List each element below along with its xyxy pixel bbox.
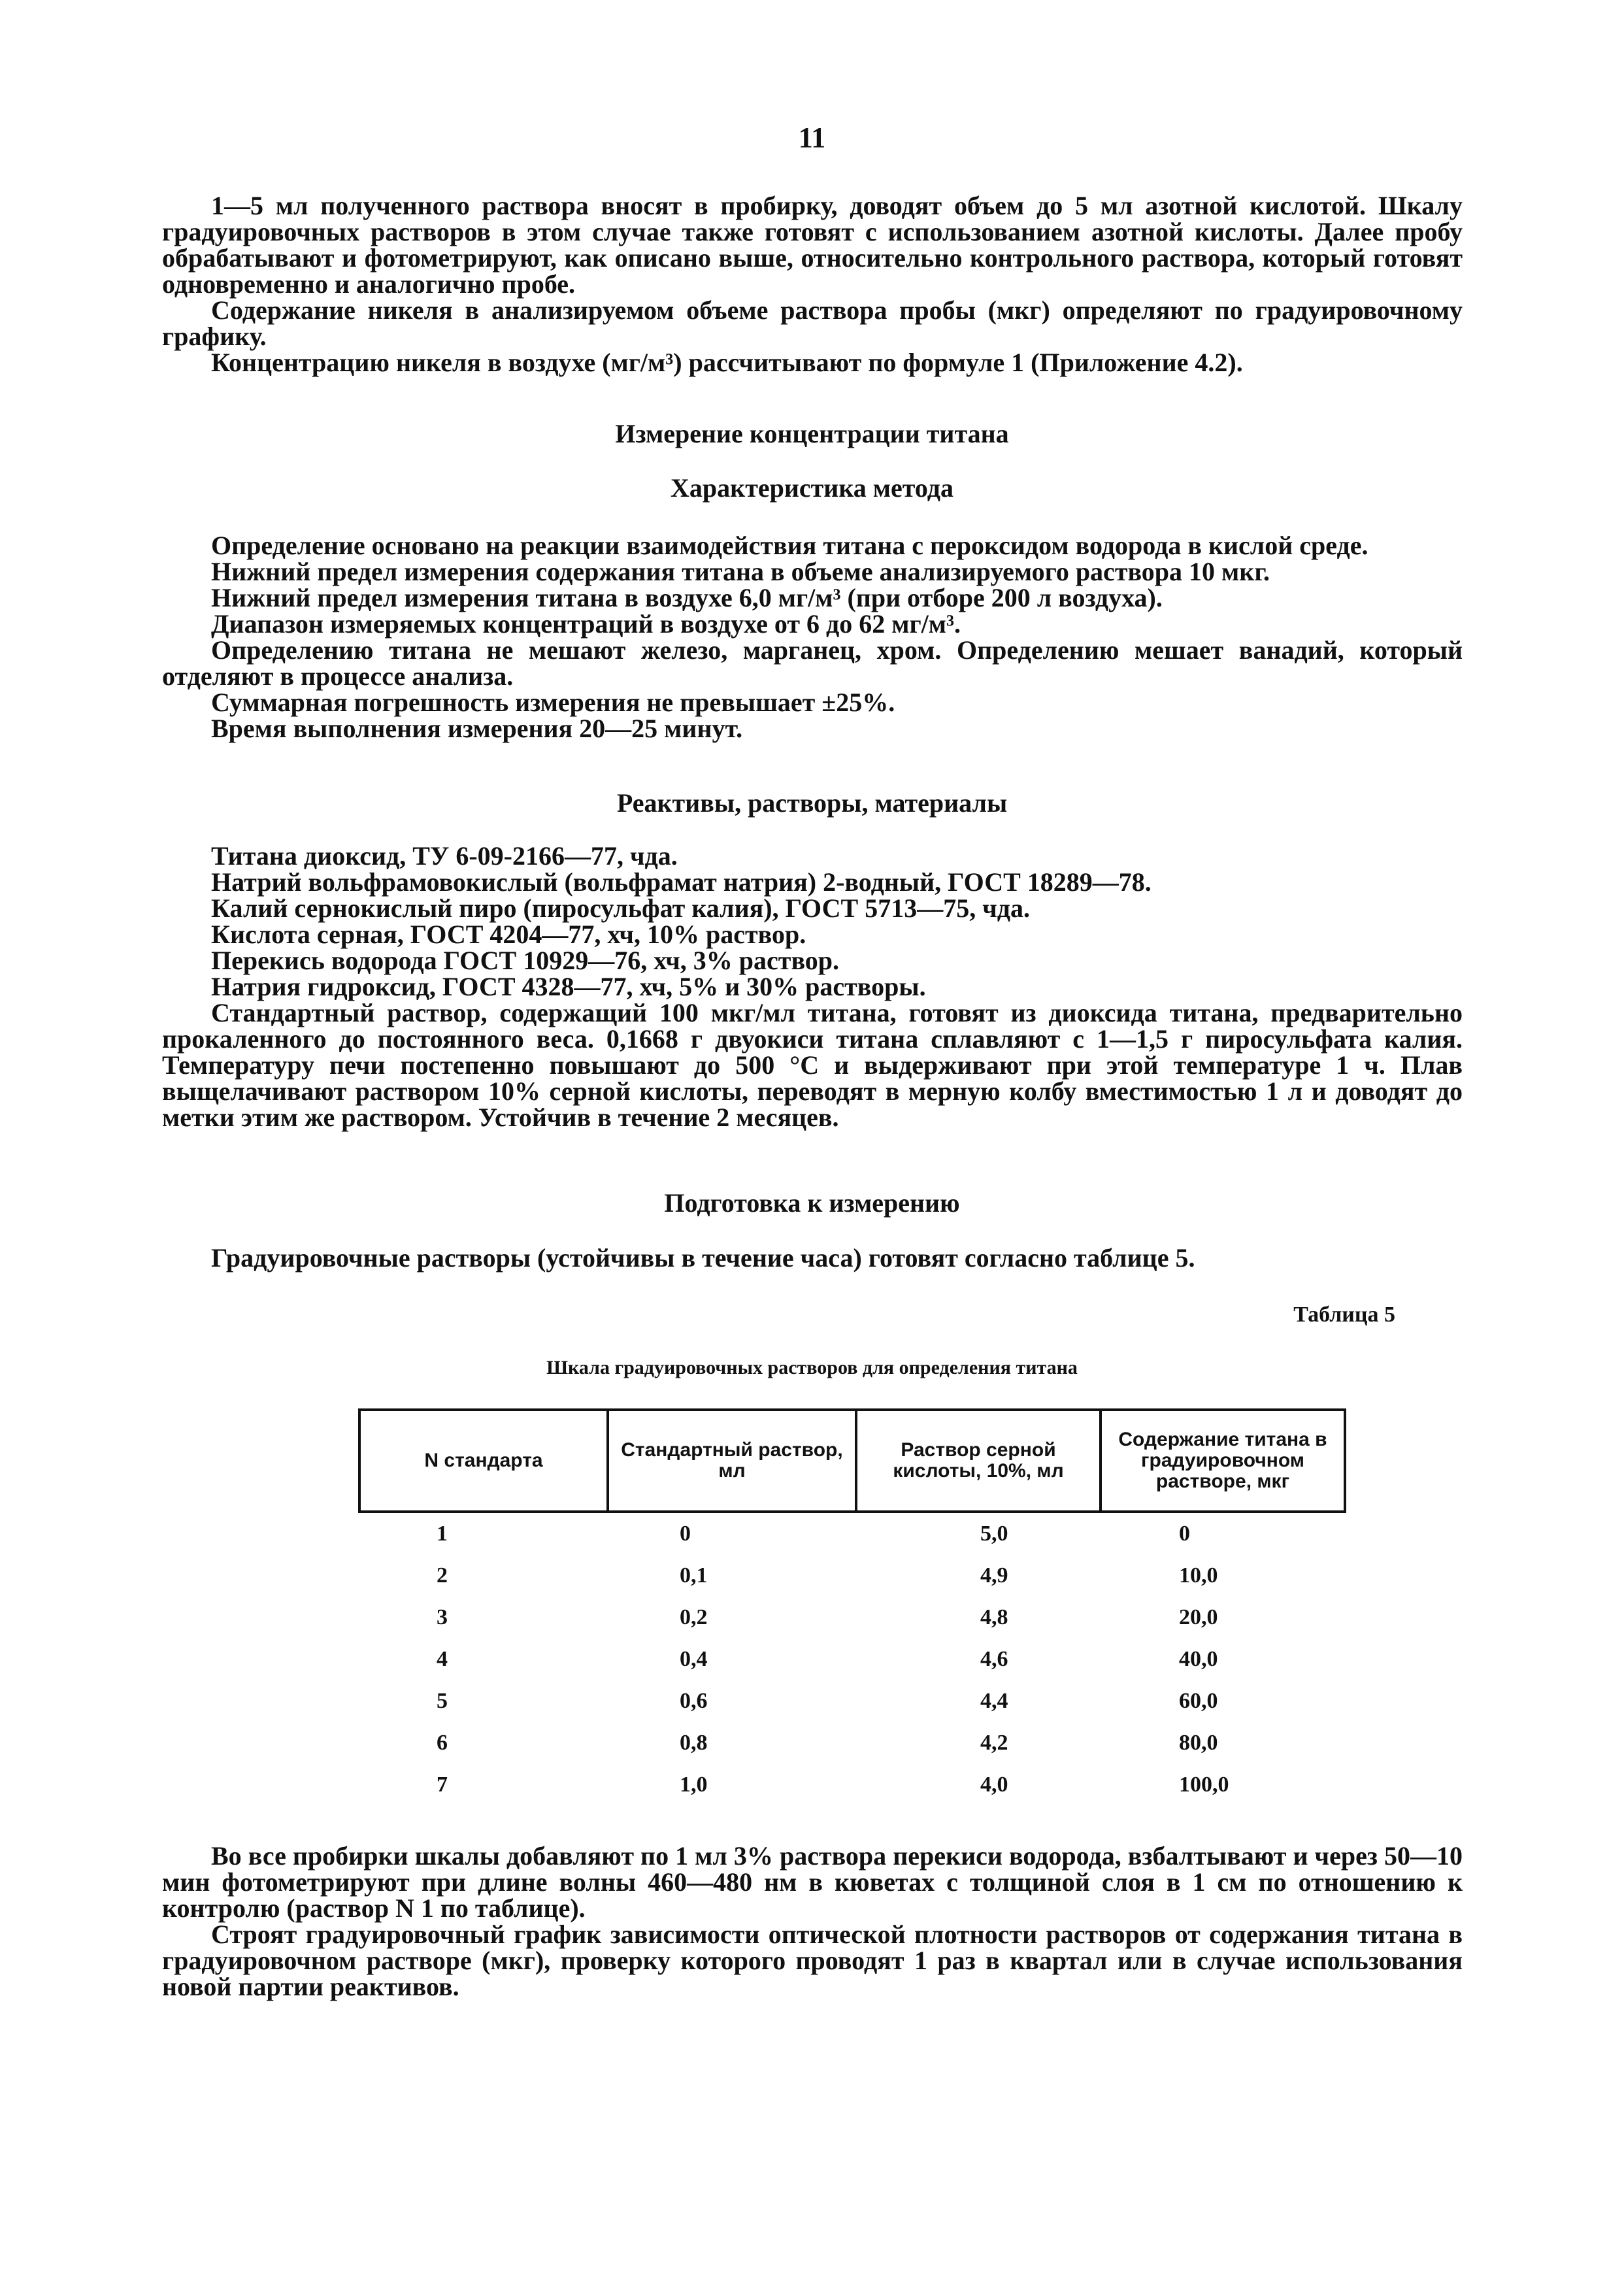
cell-standard-volume: 0,6 xyxy=(680,1689,708,1713)
method-paragraph: Диапазон измеряемых концентраций в воздухе от 6 до 62 мг/м³. xyxy=(211,609,961,639)
reagents-block xyxy=(162,843,1463,1131)
page-number: 11 xyxy=(798,122,826,154)
reagent-item: Калий сернокислый пиро (пиросульфат калия), ГОСТ 5713—75, чда. xyxy=(211,893,1030,923)
cell-acid-volume: 4,6 xyxy=(980,1647,1008,1671)
header-standard-number: N стандарта xyxy=(359,1410,608,1512)
cell-acid-volume: 5,0 xyxy=(980,1522,1008,1546)
intro-paragraph: Содержание никеля в анализируемом объеме раствора пробы (мкг) определяют по градуировочному графику. xyxy=(162,295,1463,351)
cell-standard-number: 7 xyxy=(437,1772,448,1797)
cell-acid-volume: 4,9 xyxy=(980,1563,1008,1588)
cell-acid-volume: 4,8 xyxy=(980,1605,1008,1629)
cell-standard-volume: 0,4 xyxy=(680,1647,708,1671)
cell-standard-number: 3 xyxy=(437,1605,448,1629)
table-row xyxy=(359,1512,1345,1555)
cell-acid-volume: 4,0 xyxy=(980,1772,1008,1797)
cell-standard-volume: 0,2 xyxy=(680,1605,708,1629)
cell-acid-volume: 4,4 xyxy=(980,1689,1008,1713)
table-row xyxy=(359,1555,1345,1597)
prep-paragraph: Градуировочные растворы (устойчивы в течение часа) готовят согласно таблице 5. xyxy=(211,1243,1195,1273)
cell-titanium-content: 10,0 xyxy=(1179,1563,1218,1588)
prep-block xyxy=(162,1245,1463,1271)
table-header-row xyxy=(359,1410,1345,1512)
method-paragraph: Время выполнения измерения 20—25 минут. xyxy=(211,714,743,743)
cell-standard-volume: 0,8 xyxy=(680,1731,708,1755)
cell-standard-number: 4 xyxy=(437,1647,448,1671)
calibration-table xyxy=(358,1408,1346,1806)
method-paragraph: Нижний предел измерения титана в воздухе 6,0 мг/м³ (при отборе 200 л воздуха). xyxy=(211,583,1163,612)
table-label: Таблица 5 xyxy=(1293,1303,1395,1327)
method-paragraph: Суммарная погрешность измерения не превышает ±25%. xyxy=(211,688,895,717)
intro-block xyxy=(162,193,1463,376)
cell-standard-number: 1 xyxy=(437,1522,448,1546)
cell-standard-number: 2 xyxy=(437,1563,448,1588)
cell-titanium-content: 60,0 xyxy=(1179,1689,1218,1713)
closing-paragraph: Во все пробирки шкалы добавляют по 1 мл 3% раствора перекиси водорода, взбалтывают и через 50—10 мин фотометрируют при длине волны 460—480 нм в кюветах с толщиной слоя в 1 см по отношению к контролю (раствор N 1 по таблице). xyxy=(162,1841,1463,1923)
cell-acid-volume: 4,2 xyxy=(980,1731,1008,1755)
table-title: Шкала градуировочных растворов для определения титана xyxy=(546,1357,1078,1378)
reagent-item: Натрий вольфрамовокислый (вольфрамат натрия) 2-водный, ГОСТ 18289—78. xyxy=(211,867,1152,897)
intro-paragraph: 1—5 мл полученного раствора вносят в пробирку, доводят объем до 5 мл азотной кислотой. Шкалу градуировочных растворов в этом случае также готовят с использованием азотной кислоты. Далее пробу обрабатывают и фотометрируют, как описано выше, относительно контрольного раствора, который готовят одновременно и аналогично пробе. xyxy=(162,191,1463,299)
reagent-item: Перекись водорода ГОСТ 10929—76, хч, 3% раствор. xyxy=(211,946,840,975)
cell-standard-number: 6 xyxy=(437,1731,448,1755)
reagent-item: Натрия гидроксид, ГОСТ 4328—77, хч, 5% и 30% растворы. xyxy=(211,972,926,1001)
cell-standard-volume: 0,1 xyxy=(680,1563,708,1588)
standard-solution-paragraph: Стандартный раствор, содержащий 100 мкг/мл титана, готовят из диоксида титана, предварительно прокаленного до постоянного веса. 0,1668 г двуокиси титана сплавляют с 1—1,5 г пиросульфата калия. Температуру печи постепенно повышают до 500 °С и выдерживают при этой температуре 1 ч. Плав выщелачивают раствором 10% серной кислоты, переводят в мерную колбу вместимостью 1 л и доводят до метки этим же раствором. Устойчив в течение 2 месяцев. xyxy=(162,998,1463,1132)
cell-standard-volume: 0 xyxy=(680,1522,691,1546)
cell-titanium-content: 40,0 xyxy=(1179,1647,1218,1671)
method-paragraph: Определение основано на реакции взаимодействия титана с пероксидом водорода в кислой среде. xyxy=(211,531,1368,560)
table-row xyxy=(359,1639,1345,1680)
cell-titanium-content: 20,0 xyxy=(1179,1605,1218,1629)
section-title: Измерение концентрации титана xyxy=(615,419,1009,448)
method-paragraph: Определению титана не мешают железо, марганец, хром. Определению мешает ванадий, который отделяют в процессе анализа. xyxy=(162,635,1463,691)
closing-paragraph: Строят градуировочный график зависимости оптической плотности растворов от содержания титана в градуировочном растворе (мкг), проверку которого проводят 1 раз в квартал или в случае использования новой партии реактивов. xyxy=(162,1920,1463,2001)
table-row xyxy=(359,1597,1345,1639)
header-sulfuric-acid: Раствор серной кислоты, 10%, мл xyxy=(856,1410,1101,1512)
cell-titanium-content: 100,0 xyxy=(1179,1772,1229,1797)
cell-titanium-content: 80,0 xyxy=(1179,1731,1218,1755)
method-paragraph: Нижний предел измерения содержания титана в объеме анализируемого раствора 10 мкг. xyxy=(211,557,1270,586)
closing-block xyxy=(162,1843,1463,2000)
method-heading: Характеристика метода xyxy=(671,473,953,503)
header-standard-solution: Стандартный раствор, мл xyxy=(608,1410,856,1512)
intro-paragraph: Концентрацию никеля в воздухе (мг/м³) рассчитывают по формуле 1 (Приложение 4.2). xyxy=(211,348,1243,377)
header-titanium-content: Содержание титана в градуировочном растворе, мкг xyxy=(1101,1410,1345,1512)
reagent-item: Титана диоксид, ТУ 6-09-2166—77, чда. xyxy=(211,841,678,871)
table-row xyxy=(359,1680,1345,1722)
cell-titanium-content: 0 xyxy=(1179,1522,1190,1546)
method-block xyxy=(162,533,1463,742)
cell-standard-number: 5 xyxy=(437,1689,448,1713)
table-row xyxy=(359,1722,1345,1764)
table-row xyxy=(359,1764,1345,1806)
reagents-heading: Реактивы, растворы, материалы xyxy=(616,788,1008,818)
reagent-item: Кислота серная, ГОСТ 4204—77, хч, 10% раствор. xyxy=(211,920,806,949)
cell-standard-volume: 1,0 xyxy=(680,1772,708,1797)
prep-heading: Подготовка к измерению xyxy=(664,1188,960,1218)
